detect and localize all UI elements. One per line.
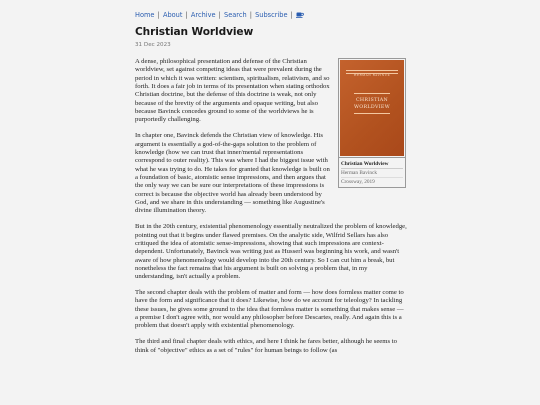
nav-home-link[interactable]: Home <box>135 11 155 19</box>
site-nav <box>135 11 304 20</box>
nav-separator: | <box>185 11 188 19</box>
book-caption-title: Christian Worldview <box>341 160 403 169</box>
post-paragraph: A dense, philosophical presentation and defense of the Christian worldview, set against competing ideas that were prevalent during the period in which it was written: scientism, spiritualism, relativism, and so forth. It does a fair job in terms of its presentation when stating orthodox Christian doctrine, but the defense of this doctrine is weak, not only because of the brevity of the arguments and opaque writing, but also because Bavinck concedes ground to some of the worldviews he is purportedly challenging. <box>135 58 330 124</box>
post-paragraph: The third and final chapter deals with ethics, and here I think he fares better, although he seems to think of "objective" ethics as a set of "rules" for human beings to follow (as <box>135 338 397 354</box>
cover-title-line1: CHRISTIAN <box>355 98 389 103</box>
post-paragraph: But in the 20th century, existential phenomenology essentially neutralized the problem of knowledge, pointing out that it begins under flawed premises. On the analytic side, Wilfrid Sellars has also critiqued the idea of atomistic sense-impressions, showing that such impressions are context-dependent. Unfortunately, Bavinck was writing just as Husserl was beginning his work, and wasn't aware of how phenomenology would develop into the 20th century. So I can cut him a break, but nonetheless the fact remains that his argument is built on solving a problem that, in my understanding, isn't actually a problem. <box>135 223 407 281</box>
nav-search-link[interactable]: Search <box>224 11 247 19</box>
page-title: Christian Worldview <box>135 26 254 38</box>
post-date: 31 Dec 2023 <box>135 42 171 48</box>
post-paragraph: In chapter one, Bavinck defends the Christian view of knowledge. His argument is essentially a god-of-the-gaps solution to the problem of knowledge (how we can trust that inner/mental representations correspond to outer reality). This was where I had the biggest issue with what he was trying to do. He takes for granted that knowledge is built on a foundation of basic, atomistic sense impressions, and then argues that the only way we can be sure our interpretations of these impressions is correct is because the objective world has already been understood by God, and we share in this understanding — something like Augustine's divine illumination theory. <box>135 132 330 215</box>
nav-separator: | <box>218 11 221 19</box>
cover-author-text: HERMAN BAVINCK <box>353 73 391 77</box>
cover-title-line2: WORLDVIEW <box>354 105 390 110</box>
nav-separator: | <box>249 11 253 19</box>
nav-separator: | <box>290 11 293 19</box>
coffee-cup-icon[interactable] <box>296 11 304 20</box>
post-paragraph: The second chapter deals with the problem of matter and form — how does formless matter come to have the form and significance that it does? Likewise, how do we account for teleology? In tackling these issues, he gives some ground to the idea that formless matter is something that makes sense — a premise I don't agree with, nor would any philosopher before Descartes, really. And again this is a problem that doesn't apply with existential phenomenology. <box>135 289 404 330</box>
nav-archive-link[interactable]: Archive <box>190 11 216 19</box>
nav-subscribe-link[interactable]: Subscribe <box>255 11 288 19</box>
nav-separator: | <box>157 11 160 19</box>
book-caption-publisher: Crossway, 2019 <box>341 179 375 185</box>
post-body <box>135 58 407 363</box>
book-caption-author: Herman Bavinck <box>341 169 403 178</box>
nav-about-link[interactable]: About <box>162 11 183 19</box>
